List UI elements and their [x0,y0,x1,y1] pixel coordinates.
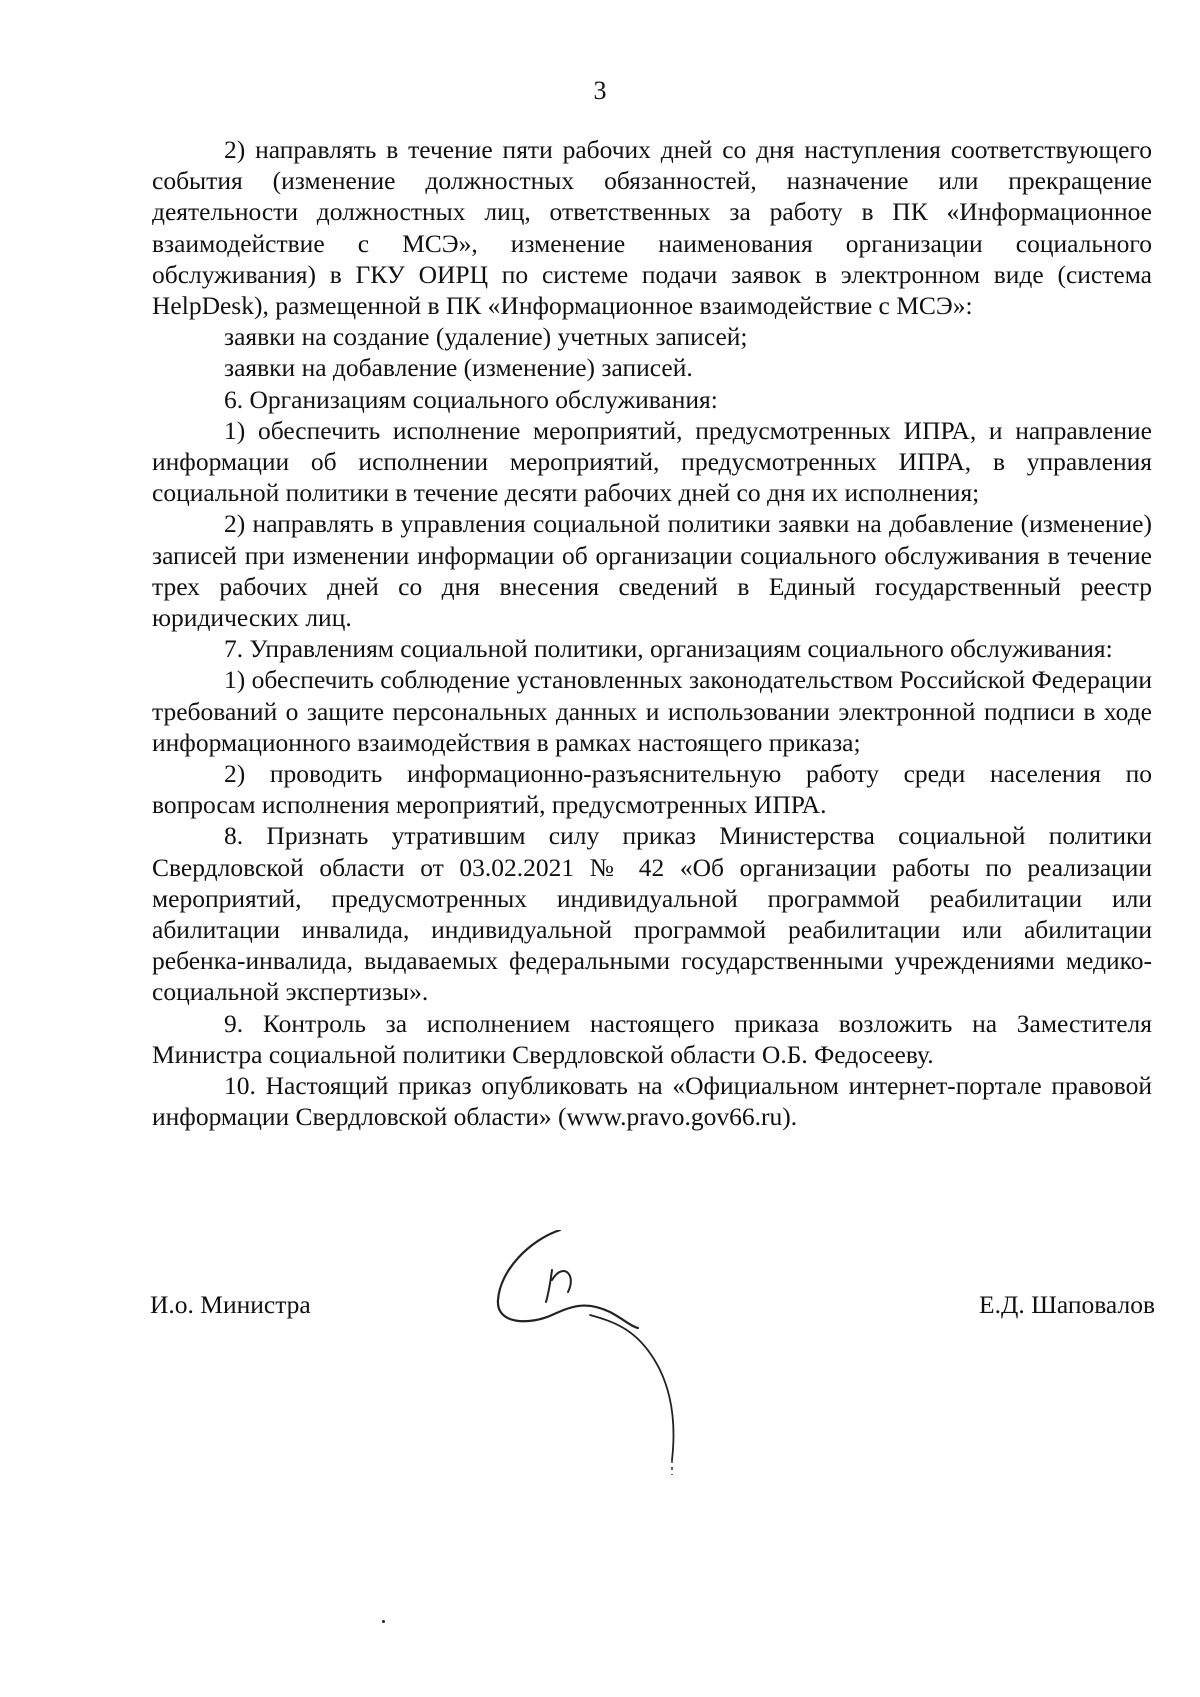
page-number: 3 [593,76,607,105]
paragraph-5-2: 2) направлять в течение пяти рабочих дней со дня наступления соответствующего события (изменение должностных обязанностей, назначение или прекращение деятельности должностных лиц, ответственных за работу в ПК «Информационное взаимодействие с МСЭ», изменение наименования организации социального обслуживания) в ГКУ ОИРЦ по системе подачи заявок в электронном виде (система HelpDesk), размещенной в ПК «Информационное взаимодействие с МСЭ»: [152,135,1152,321]
paragraph-6-2: 2) направлять в управления социальной политики заявки на добавление (изменение) записей при изменении информации об организации социального обслуживания в течение трех рабочих дней со дня внесения сведений в Единый государственный реестр юридических лиц. [152,509,1152,633]
document-body [152,134,1152,1133]
paragraph-9: 9. Контроль за исполнением настоящего приказа возложить на Заместителя Министра социальной политики Свердловской области О.Б. Федосееву. [152,1008,1152,1069]
paragraph-6: 6. Организациям социального обслуживания: [224,384,718,414]
paragraph-request-accounts: заявки на создание (удаление) учетных записей; [224,322,748,352]
signer-name: Е.Д. Шаповалов [979,1290,1155,1319]
handwritten-signature [490,1230,730,1490]
paragraph-request-records: заявки на добавление (изменение) записей. [224,353,693,383]
paragraph-7: 7. Управлениям социальной политики, организациям социального обслуживания: [224,634,1113,664]
paragraph-8: 8. Признать утратившим силу приказ Министерства социальной политики Свердловской области от 03.02.2021 № 42 «Об организации работы по реализации мероприятий, предусмотренных индивидуальной программой реабилитации или абилитации инвалида, индивидуальной программой реабилитации или абилитации ребенка-инвалида, выдаваемых федеральными государственными учреждениями медико-социальной экспертизы». [152,821,1152,1007]
paragraph-10: 10. Настоящий приказ опубликовать на «Официальном интернет-портале правовой информации Свердловской области» (www.pravo.gov66.ru). [152,1071,1152,1132]
paragraph-7-1: 1) обеспечить соблюдение установленных законодательством Российской Федерации требований о защите персональных данных и использовании электронной подписи в ходе информационного взаимодействия в рамках настоящего приказа; [152,665,1152,757]
signer-position: И.о. Министра [150,1290,311,1319]
paragraph-7-2: 2) проводить информационно-разъяснительную работу среди населения по вопросам исполнения мероприятий, предусмотренных ИПРА. [152,759,1152,820]
scan-speck [382,1620,385,1623]
paragraph-6-1: 1) обеспечить исполнение мероприятий, предусмотренных ИПРА, и направление информации об исполнении мероприятий, предусмотренных ИПРА, в управления социальной политики в течение десяти рабочих дней со дня их исполнения; [152,415,1152,508]
